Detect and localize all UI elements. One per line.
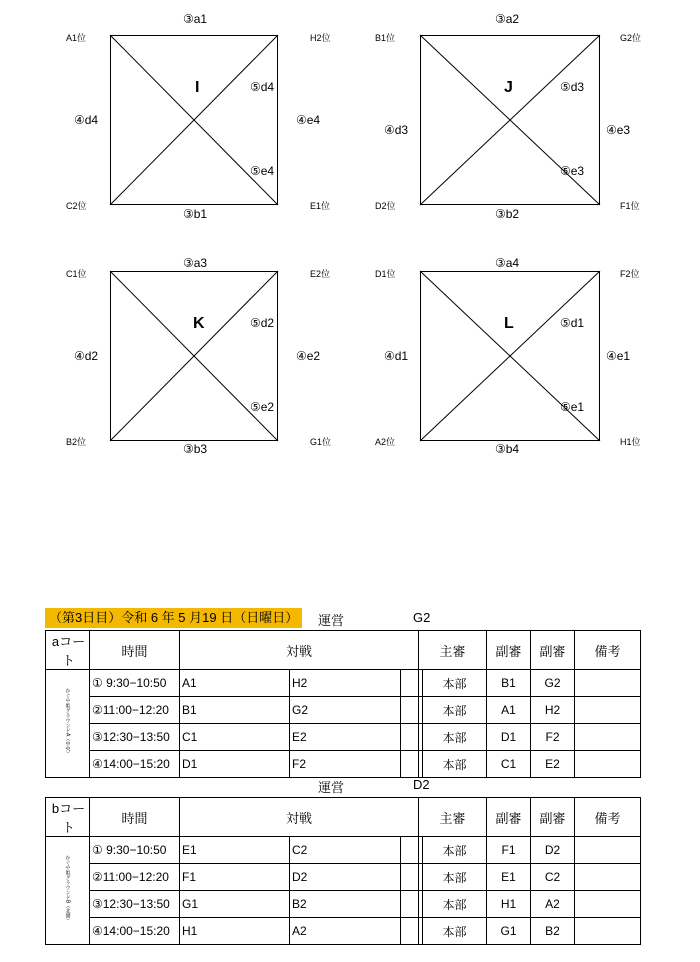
group-j-box <box>420 35 600 205</box>
notes-cell <box>575 751 641 778</box>
sub-referee-2: A2 <box>531 891 575 918</box>
venue-label: かぐや姫グラウンドA（中央） <box>46 670 90 778</box>
sub-referee-2: B2 <box>531 918 575 945</box>
group-k-left-label: ④d2 <box>74 349 99 363</box>
group-i-name: I <box>195 79 200 96</box>
group-j-corner-br: F1位 <box>620 201 640 211</box>
group-l-right-label: ④e1 <box>606 349 631 363</box>
team-2: C2 <box>290 837 401 864</box>
team-2: E2 <box>290 724 401 751</box>
group-i-inner-top-label: ⑤d4 <box>250 80 275 94</box>
sub-referee-1: F1 <box>487 837 531 864</box>
a-manage-value: G2 <box>413 610 431 625</box>
referee: 本部 <box>423 670 487 697</box>
group-k-corner-tr: E2位 <box>310 269 331 279</box>
table-row <box>46 891 641 918</box>
match-time: ②11:00−12:20 <box>90 864 180 891</box>
team-1: F1 <box>180 864 290 891</box>
notes-header: 備考 <box>575 798 641 837</box>
group-k-inner-bottom-label: ⑤e2 <box>250 400 275 414</box>
sub-referee-2: F2 <box>531 724 575 751</box>
table-row <box>46 864 641 891</box>
sub-referee-header: 副審 <box>487 798 531 837</box>
group-l-corner-tr: F2位 <box>620 269 640 279</box>
time-header: 時間 <box>90 798 180 837</box>
match-time: ① 9:30−10:50 <box>90 837 180 864</box>
group-i-corner-bl: C2位 <box>66 201 87 211</box>
group-i-left-label: ④d4 <box>74 113 99 127</box>
group-l-inner-top-label: ⑤d1 <box>560 316 585 330</box>
match-header: 対戦 <box>180 798 419 837</box>
referee: 本部 <box>423 837 487 864</box>
team-1: G1 <box>180 891 290 918</box>
referee: 本部 <box>423 864 487 891</box>
referee: 本部 <box>423 891 487 918</box>
group-k-corner-br: G1位 <box>310 437 332 447</box>
referee-header: 主審 <box>419 798 487 837</box>
sub-referee-1: G1 <box>487 918 531 945</box>
sub-referee-2: G2 <box>531 670 575 697</box>
group-j-left-label: ④d3 <box>384 123 409 137</box>
table-row <box>46 670 641 697</box>
match-time: ③12:30−13:50 <box>90 891 180 918</box>
group-l-top-label: ③a4 <box>495 256 520 270</box>
group-j-right-label: ④e3 <box>606 123 631 137</box>
sub-referee-2: D2 <box>531 837 575 864</box>
group-k-corner-tl: C1位 <box>66 269 87 279</box>
group-k-bottom-label: ③b3 <box>183 442 208 456</box>
group-i-corner-br: E1位 <box>310 201 331 211</box>
team-2: A2 <box>290 918 401 945</box>
referee: 本部 <box>423 697 487 724</box>
match-time: ① 9:30−10:50 <box>90 670 180 697</box>
a-manage-label: 運営 <box>318 613 345 628</box>
venue-label: かぐや姫グラウンドB（北側） <box>46 837 90 945</box>
table-header-row <box>46 798 641 837</box>
table-row <box>46 724 641 751</box>
team-2: B2 <box>290 891 401 918</box>
team-1: D1 <box>180 751 290 778</box>
notes-cell <box>575 697 641 724</box>
match-header: 対戦 <box>180 631 419 670</box>
team-2: H2 <box>290 670 401 697</box>
sub-referee-1: B1 <box>487 670 531 697</box>
group-j-inner-top-label: ⑤d3 <box>560 80 585 94</box>
group-j-name: J <box>504 79 513 96</box>
referee: 本部 <box>423 918 487 945</box>
group-j-corner-tr: G2位 <box>620 33 642 43</box>
team-1: E1 <box>180 837 290 864</box>
group-k-top-label: ③a3 <box>183 256 208 270</box>
match-time: ③12:30−13:50 <box>90 724 180 751</box>
team-1: C1 <box>180 724 290 751</box>
table-row <box>46 837 641 864</box>
score-cell <box>401 751 419 778</box>
team-1: A1 <box>180 670 290 697</box>
notes-header: 備考 <box>575 631 641 670</box>
referee: 本部 <box>423 751 487 778</box>
match-time: ②11:00−12:20 <box>90 697 180 724</box>
referee-header: 主審 <box>419 631 487 670</box>
sub-referee-2: H2 <box>531 697 575 724</box>
score-cell <box>401 864 419 891</box>
referee: 本部 <box>423 724 487 751</box>
group-i-right-label: ④e4 <box>296 113 321 127</box>
notes-cell <box>575 891 641 918</box>
notes-cell <box>575 837 641 864</box>
day-title: （第3日目）令和 6 年 5 月19 日（日曜日） <box>45 608 302 628</box>
sub-referee-header-2: 副審 <box>531 631 575 670</box>
sub-referee-header-2: 副審 <box>531 798 575 837</box>
group-j-inner-bottom-label: ⑤e3 <box>560 164 585 178</box>
group-l-corner-bl: A2位 <box>375 437 396 447</box>
group-j-bottom-label: ③b2 <box>495 207 520 221</box>
group-i-corner-tr: H2位 <box>310 33 331 43</box>
b-manage-label: 運営 <box>318 780 345 795</box>
score-cell <box>401 837 419 864</box>
group-j-corner-tl: B1位 <box>375 33 396 43</box>
group-i-box <box>110 35 278 205</box>
sub-referee-1: D1 <box>487 724 531 751</box>
group-l-name: L <box>504 315 514 332</box>
group-k-right-label: ④e2 <box>296 349 321 363</box>
group-l-corner-tl: D1位 <box>375 269 396 279</box>
group-l-bottom-label: ③b4 <box>495 442 520 456</box>
group-k-inner-top-label: ⑤d2 <box>250 316 275 330</box>
notes-cell <box>575 918 641 945</box>
table-row <box>46 751 641 778</box>
group-k-box <box>110 271 278 441</box>
team-2: F2 <box>290 751 401 778</box>
b-manage-value: D2 <box>413 777 430 792</box>
sub-referee-2: C2 <box>531 864 575 891</box>
sub-referee-1: E1 <box>487 864 531 891</box>
score-cell <box>401 918 419 945</box>
group-i-top-label: ③a1 <box>183 12 208 26</box>
group-l-box <box>420 271 600 441</box>
sub-referee-header: 副審 <box>487 631 531 670</box>
group-i-corner-tl: A1位 <box>66 33 87 43</box>
team-2: G2 <box>290 697 401 724</box>
sub-referee-1: H1 <box>487 891 531 918</box>
score-cell <box>401 891 419 918</box>
match-time: ④14:00−15:20 <box>90 751 180 778</box>
b-court-schedule-table <box>45 797 641 945</box>
group-j-corner-bl: D2位 <box>375 201 396 211</box>
sub-referee-1: A1 <box>487 697 531 724</box>
sub-referee-1: C1 <box>487 751 531 778</box>
table-header-row <box>46 631 641 670</box>
group-j-top-label: ③a2 <box>495 12 520 26</box>
score-cell <box>401 724 419 751</box>
group-k-name: K <box>193 315 205 332</box>
team-1: B1 <box>180 697 290 724</box>
match-time: ④14:00−15:20 <box>90 918 180 945</box>
group-i-bottom-label: ③b1 <box>183 207 208 221</box>
notes-cell <box>575 864 641 891</box>
a-court-schedule-table <box>45 630 641 778</box>
court-header: aコート <box>46 631 90 670</box>
team-1: H1 <box>180 918 290 945</box>
group-l-left-label: ④d1 <box>384 349 409 363</box>
group-i-inner-bottom-label: ⑤e4 <box>250 164 275 178</box>
time-header: 時間 <box>90 631 180 670</box>
group-l-corner-br: H1位 <box>620 437 641 447</box>
group-k-corner-bl: B2位 <box>66 437 87 447</box>
team-2: D2 <box>290 864 401 891</box>
notes-cell <box>575 724 641 751</box>
table-row <box>46 697 641 724</box>
table-row <box>46 918 641 945</box>
court-header: bコート <box>46 798 90 837</box>
notes-cell <box>575 670 641 697</box>
score-cell <box>401 697 419 724</box>
score-cell <box>401 670 419 697</box>
sub-referee-2: E2 <box>531 751 575 778</box>
group-l-inner-bottom-label: ⑤e1 <box>560 400 585 414</box>
